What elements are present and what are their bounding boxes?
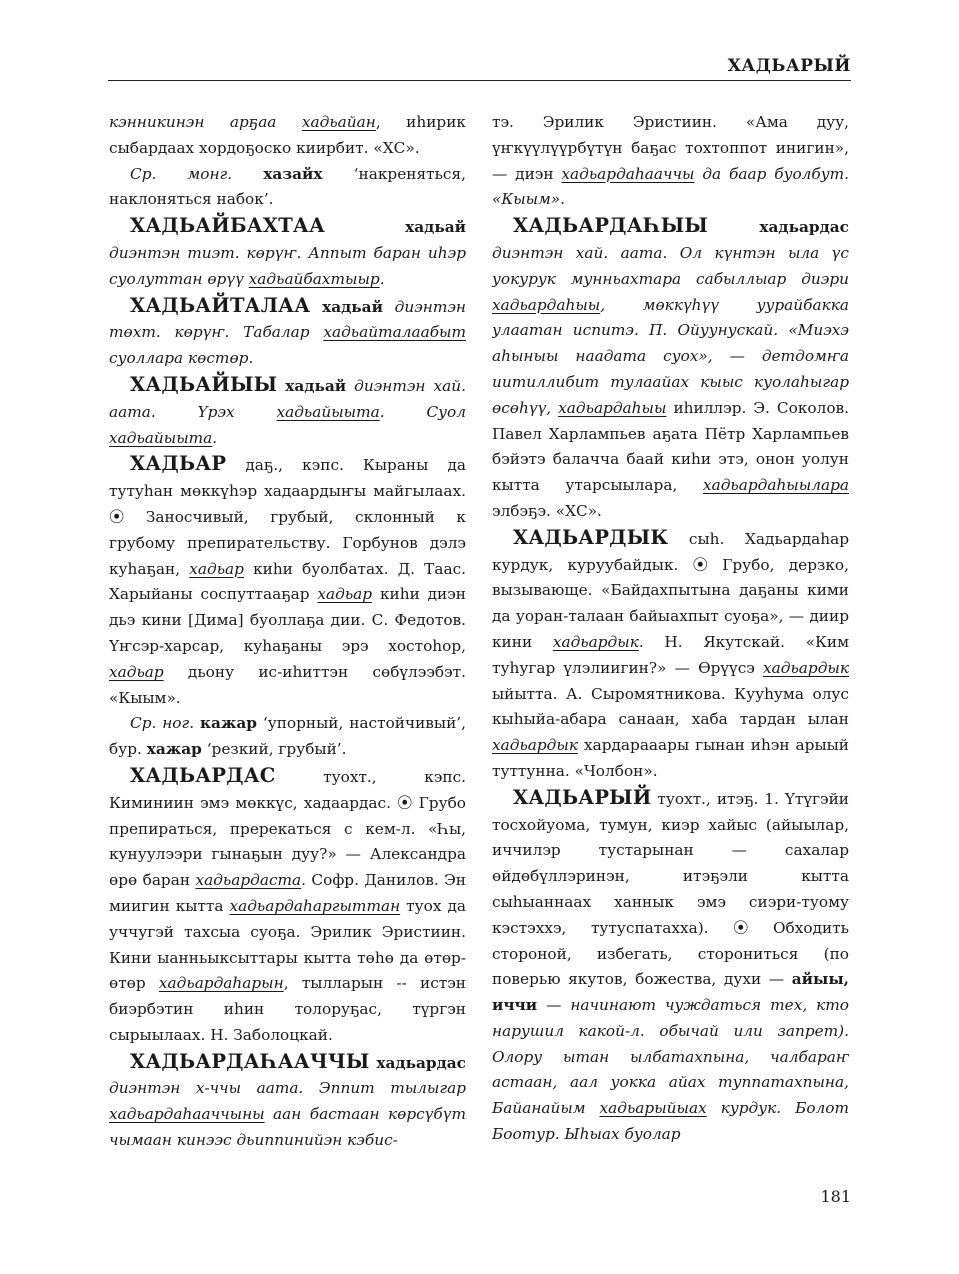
dictionary-entry: ХАДЬАРДАҺЫЫ хадьардас диэнтэн хай. аата. Ол күнтэн ыла үс уокурук мунньахтара сабыллыар диэри хадьардаһыы, мөккүһүү уурайбакка улаатан испитэ. П. Ойуунускай. «Миэхэ аһыныы наадата суох», — детдомҥа иитиллибит тулаайах кыыс куолаһыгар өсөһүү, хадьардаһыы иһиллэр. Э. Соколов. Павел Харлампьев аҕата Пётр Харлампьев бэйэтэ балачча баай киһи этэ, онон уолун кытта утарсыылара, хадьардаһыылара элбэҕэ. «ХС».: [492, 214, 849, 520]
dictionary-entry: ХАДЬАР даҕ., кэпс. Кыраны да тутуһан мөккүһэр хадаардыҥы майгылаах. ⦿ Заносчивый, грубый, склонный к грубому препирательству. Горбунов дэлэ куһаҕан, хадьар киһи буолбатах. Д. Таас. Харыйаны соспуттааҕар хадьар киһи диэн дьэ кини [Дима] буоллаҕа дии. С. Федотов. Үҥсэр-харсар, куһаҕаны эрэ хостоһор, хадьар дьону ис-иһиттэн сөбүлээбэт. «Кыым».: [109, 452, 466, 707]
dictionary-entry: ХАДЬАРЫЙ туохт., итэҕ. 1. Үтүгэйи тосхойуома, тумун, киэр хайыс (айыылар, иччилэр тустарынан — сахалар өйдөбүллэринэн, итэҕэли кытта сыһыаннаах ханнык эмэ сиэри-туому кэстэххэ, тутуспатахха). ⦿ Обходить стороной, избегать, сторониться (по поверью якутов, божества, духи — айыы, иччи — начинают чуждаться тех, кто нарушил какой-л. обычай или запрет). Олору ытан ылбатахпына, чалбараҥ астаан, аал уокка айах туппатахпына, Байанайым хадьарыйыах курдук. Болот Боотур. Ыһыах буолар: [492, 785, 849, 1144]
example-word: хадьайан: [301, 113, 376, 131]
right-column: [492, 110, 849, 1170]
example-word: хадьардаста: [195, 871, 302, 890]
entry-continuation: кэнникинэн арҕаа хадьайан, иһирик сыбардаах хордоҕоско киирбит. «ХС».: [109, 113, 466, 157]
example-word: хадьардаһааччы: [561, 164, 695, 183]
headword: ХАДЬАЙЫЫ: [130, 372, 278, 396]
example-word: хадьардык: [492, 736, 578, 755]
entry-continuation: тэ. Эрилик Эристиин. «Ама дуу, үҥкүүлүүрбүтүн баҕас тохтоппот инигин», — диэн хадьардаһааччы да баар буолбут. «Кыым».: [492, 113, 849, 209]
dictionary-entry: ХАДЬАРДАҺААЧЧЫ хадьардас диэнтэн х-ччы аата. Эппит тылыгар хадьардаһааччыны аан бастаан көрсүбүт чымаан кинээс дьиппинийэн кэбис-: [109, 1049, 466, 1150]
example-word: хадьарыйыах: [599, 1099, 707, 1118]
example-word: хадьардаһаргыттан: [229, 896, 401, 915]
left-column: [109, 110, 466, 1170]
headword: ХАДЬАЙТАЛАА: [130, 293, 311, 317]
example-word: хадьардык: [552, 632, 639, 651]
headword: ХАДЬАРДЫК: [513, 525, 669, 549]
headword: ХАДЬАРЫЙ: [513, 785, 652, 809]
example-word: хадьайталаабыт: [323, 323, 466, 342]
example-word: хадьардаһыы: [558, 398, 667, 417]
headword: ХАДЬАЙБАХТАА: [130, 214, 326, 238]
dictionary-entry: ХАДЬАРДАС туохт., кэпс. Киминиин эмэ мөккүс, хадаардас. ⦿ Грубо препираться, пререкаться с кем-л. «Һы, кунуулээри гынаҕын дуу?» — Александра өрө баран хадьардаста. Софр. Данилов. Эн миигин кытта хадьардаһаргыттан туох да уччугэй тахсыа суоҕа. Эрилик Эристиин. Кини ыанньыксыттары кытта төһө да өтөр-өтөр хадьардаһарын, тылларын -- истэн биэрбэтин иһин толоруҕас, түргэн сырыылаах. Н. Заболоцкай.: [109, 763, 466, 1044]
example-word: хадьардаһааччыны: [109, 1105, 265, 1124]
headword: ХАДЬАР: [130, 452, 227, 476]
example-word: хадьар: [109, 662, 164, 681]
headword: ХАДЬАРДАС: [130, 763, 276, 787]
example-word: хадьардаһыы: [492, 295, 601, 314]
dictionary-entry: ХАДЬАРДЫК сыһ. Хадьардаһар курдук, куруубайдык. ⦿ Грубо, дерзко, вызывающе. «Байдахпытына даҕаны кими да уоран-талаан байыахпыт суоҕа», — диир кини хадьардык. Н. Якутскай. «Ким туһугар үлэлиигин?» — Өрүүсэ хадьардык ыйытта. А. Сыромятникова. Кууһума олус кыһыйа-абара санаан, хаба тардан ылан хадьардык хардарааары гынан иһэн арыый туттунна. «Чолбон».: [492, 525, 849, 780]
example-word: хадьардык: [763, 658, 849, 677]
example-word: хадьайбахтыыр: [248, 269, 380, 288]
example-word: хадьардаһыылара: [702, 476, 849, 495]
etymology-note: Ср. ног. кажар ‘упорный, настойчивый’, бур. хажар ‘резкий, грубый’.: [109, 714, 466, 759]
example-word: хадьар: [317, 585, 373, 604]
dictionary-entry: ХАДЬАЙБАХТАА хадьай диэнтэн тиэт. көрүҥ. Аппыт баран иһэр суолуттан өрүү хадьайбахтыыр.: [109, 214, 466, 288]
example-word: хадьайыыта: [109, 428, 213, 447]
headword: ХАДЬАРДАҺААЧЧЫ: [130, 1049, 370, 1073]
example-word: хадьар: [189, 559, 244, 578]
example-word: хадьайыыта: [276, 402, 380, 421]
header-rule: [108, 80, 851, 81]
etymology-note: Ср. монг. хазайх ‘накреняться, наклоняться набок’.: [109, 164, 466, 209]
running-head: ХАДЬАРЫЙ: [727, 56, 851, 76]
example-word: хадьардаһарын: [158, 974, 284, 993]
dictionary-entry: ХАДЬАЙЫЫ хадьай диэнтэн хай. аата. Үрэх хадьайыыта. Суол хадьайыыта.: [109, 372, 466, 447]
headword: ХАДЬАРДАҺЫЫ: [513, 214, 709, 238]
page-number: 181: [820, 1187, 851, 1206]
dictionary-entry: ХАДЬАЙТАЛАА хадьай диэнтэн төхт. көрүҥ. Табалар хадьайталаабыт суоллара көстөр.: [109, 293, 466, 368]
